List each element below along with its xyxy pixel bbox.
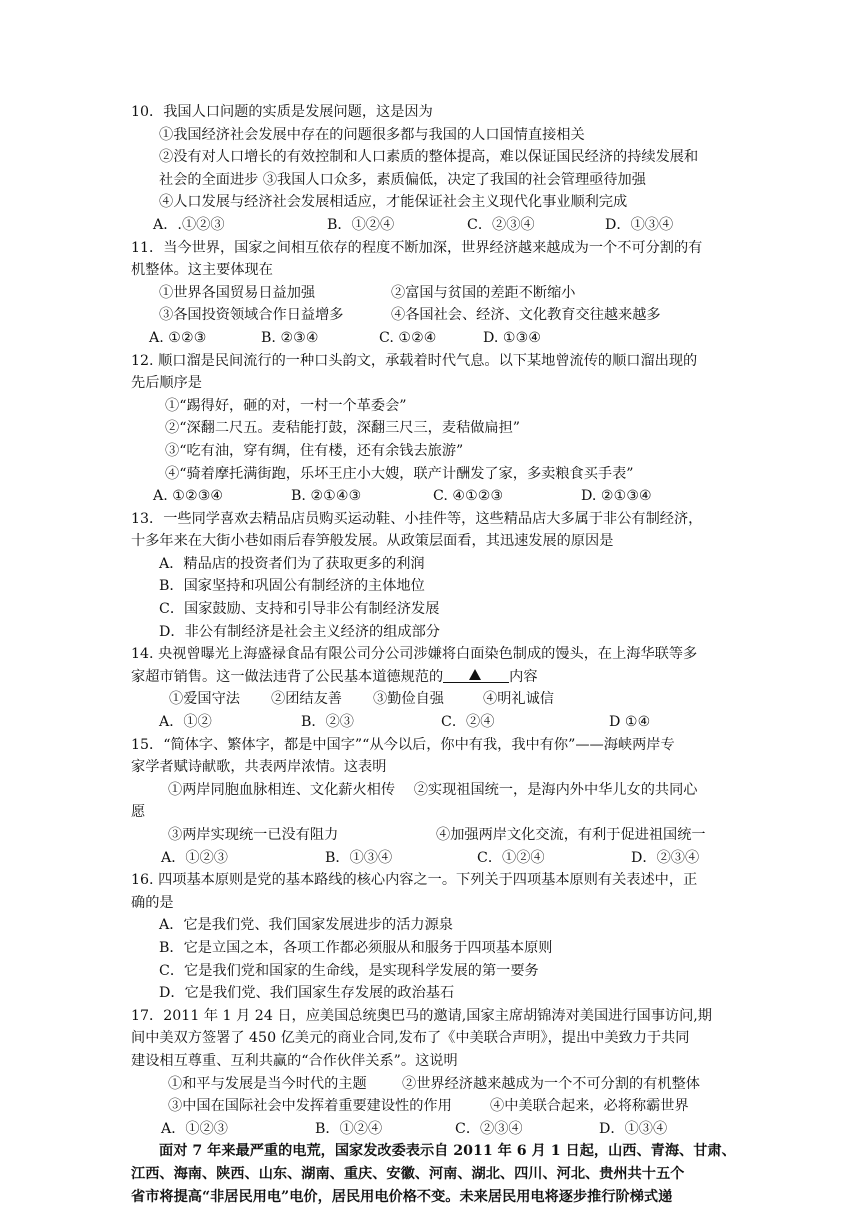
- statement: ①我国经济社会发展中存在的问题很多都与我国的人口国情直接相关: [159, 126, 585, 143]
- statement: ③各国投资领域合作日益增多: [159, 307, 344, 324]
- question-stem: 间中美双方签署了 450 亿美元的商业合同,发布了《中美联合声明》，提出中美致力于共同: [131, 1030, 690, 1047]
- statement: ④人口发展与经济社会发展相适应，才能保证社会主义现代化事业顺利完成: [159, 194, 628, 211]
- option-b: B．②③: [301, 714, 354, 731]
- material-line: 江西、海南、陕西、山东、湖南、重庆、安徽、河南、湖北、四川、河北、贵州共十五个: [131, 1165, 685, 1182]
- option-b: B．①②④: [315, 1120, 383, 1137]
- question-stem: 建设相互尊重、互利共赢的“合作伙伴关系”。这说明: [131, 1052, 458, 1069]
- material-paragraph: [131, 1140, 750, 1208]
- question-12: [131, 350, 750, 508]
- statement: ④加强两岸文化交流，有利于促进祖国统一: [436, 827, 706, 843]
- statements-row: [131, 304, 750, 327]
- question-stem: 十多年来在大街小巷如雨后春笋般发展。从政策层面看，其迅速发展的原因是: [131, 533, 614, 550]
- option-a: A．①②: [159, 714, 212, 731]
- statement-wrap: 愿: [131, 804, 146, 821]
- statement: ④各国社会、经济、文化教育交往越来越多: [391, 307, 661, 324]
- statements-row: [131, 824, 750, 847]
- option-a: A. ①②③④: [153, 488, 224, 505]
- statement: ②世界经济越来越成为一个不可分割的有机整体: [402, 1075, 700, 1092]
- option-b: B．它是立国之本，各项工作都必须服从和服务于四项基本原则: [159, 939, 553, 956]
- option-d: D．①③④: [599, 1120, 668, 1137]
- option-b: B. ②③④: [261, 329, 319, 346]
- question-14: [131, 643, 750, 733]
- question-stem: 10．我国人口问题的实质是发展问题，这是因为: [131, 104, 433, 120]
- statement: ①爱国守法: [169, 691, 240, 708]
- option-b: B．国家坚持和巩固公有制经济的主体地位: [159, 578, 425, 595]
- option-c: C. ④①②③: [433, 488, 504, 505]
- option-d: D．它是我们党、我们国家生存发展的政治基石: [159, 985, 455, 1002]
- statement: ①世界各国贸易日益加强: [159, 284, 316, 301]
- statement: ②团结友善: [271, 691, 342, 708]
- question-stem: 12. 顺口溜是民间流行的一种口头韵文，承载着时代气息。以下某地曾流传的顺口溜出现的: [131, 352, 698, 369]
- option-b: B．①③④: [325, 849, 393, 866]
- option-d: D．②③④: [631, 849, 700, 866]
- question-stem: 15．“简体字、繁体字，都是中国字”“从今以后，你中有我，我中有你”——海峡两岸专: [131, 736, 675, 753]
- question-stem: 家学者赋诗献歌，共表两岸浓情。这表明: [131, 759, 387, 776]
- option-a: A．精品店的投资者们为了获取更多的利润: [159, 555, 425, 572]
- statement: ①“踢得好，砸的对，一村一个革委会”: [165, 397, 407, 414]
- statement: ③中国在国际社会中发挥着重要建设性的作用: [168, 1098, 452, 1115]
- option-c: C．②③④: [467, 216, 535, 233]
- option-c: C．①②④: [477, 849, 545, 866]
- statement: ④明礼诚信: [483, 691, 554, 708]
- statement: ②“深翻二尺五。麦秸能打鼓，深翻三尺三，麦秸做扁担”: [165, 420, 521, 437]
- question-15: [131, 734, 750, 870]
- options-row: [131, 847, 750, 870]
- option-b: B．①②④: [327, 216, 395, 233]
- options-row: [131, 214, 750, 237]
- question-16: [131, 869, 750, 1005]
- option-c: C．它是我们党和国家的生命线，是实现科学发展的第一要务: [159, 962, 539, 979]
- question-stem: 11．当今世界，国家之间相互依存的程度不断加深，世界经济越来越成为一个不可分割的有: [131, 239, 703, 256]
- question-stem: 14. 央视曾曝光上海盛禄食品有限公司分公司涉嫌将白面染色制成的馒头，在上海华联等多: [131, 646, 698, 663]
- statement: ①两岸同胞血脉相连、文化薪火相传 ②实现祖国统一，是海内外中华儿女的共同心: [168, 781, 698, 798]
- statement: ③“吃有油，穿有绸，住有楼，还有余钱去旅游”: [165, 442, 464, 459]
- statements-row: [131, 688, 750, 711]
- material-line: 面对 7 年来最严重的电荒，国家发改委表示自 2011 年 6 月 1 日起，山西、青海、甘肃、: [159, 1143, 736, 1160]
- question-stem: 13．一些同学喜欢去精品店员购买运动鞋、小挂件等，这些精品店大多属于非公有制经济，: [131, 510, 703, 527]
- option-b: B. ②①④③: [291, 488, 362, 505]
- option-a: A．.①②③: [153, 216, 225, 233]
- statement: ③两岸实现统一已没有阻力: [168, 827, 339, 843]
- option-d: D ①④: [609, 714, 651, 731]
- question-stem-tail: 内容: [509, 668, 538, 685]
- options-row: [131, 485, 750, 508]
- triangle-icon: [469, 669, 481, 680]
- option-a: A．①②③: [161, 849, 228, 866]
- statement: ④中美联合起来，必将称霸世界: [490, 1098, 689, 1115]
- option-d: D. ①③④: [483, 329, 542, 346]
- option-a: A．它是我们党、我们国家发展进步的活力源泉: [159, 917, 453, 934]
- statement: ③勤俭自强: [373, 691, 444, 708]
- statements-row: [131, 282, 750, 305]
- question-11: [131, 237, 750, 350]
- option-c: C．②④: [441, 714, 495, 731]
- question-13: [131, 508, 750, 644]
- option-d: D．①③④: [605, 216, 674, 233]
- statement: ②没有对人口增长的有效控制和人口素质的整体提高，难以保证国民经济的持续发展和: [159, 149, 699, 166]
- question-stem: 先后顺序是: [131, 375, 202, 392]
- option-a: A．①②③: [161, 1120, 228, 1137]
- question-stem: 家超市销售。这一做法违背了公民基本道德规范的: [131, 668, 444, 685]
- question-stem: 确的是: [131, 894, 174, 911]
- question-stem: 机整体。这主要体现在: [131, 262, 273, 279]
- option-a: A. ①②③: [149, 329, 207, 346]
- question-17: [131, 1005, 750, 1141]
- option-d: D．非公有制经济是社会主义经济的组成部分: [159, 623, 440, 640]
- statement: ①和平与发展是当今时代的主题: [168, 1075, 367, 1092]
- option-c: C．国家鼓励、支持和引导非公有制经济发展: [159, 601, 440, 618]
- question-stem: 17．2011 年 1 月 24 日，应美国总统奥巴马的邀请,国家主席胡锦涛对美国进行国事访问,期: [131, 1007, 712, 1024]
- statement: 社会的全面进步 ③我国人口众多，素质偏低，决定了我国的社会管理亟待加强: [159, 171, 646, 188]
- statement: ②富国与贫国的差距不断缩小: [391, 284, 576, 301]
- option-c: C．②③④: [455, 1120, 523, 1137]
- question-stem: 16. 四项基本原则是党的基本路线的核心内容之一。下列关于四项基本原则有关表述中，正: [131, 872, 698, 889]
- material-line: 省市将提高“非居民用电”电价，居民用电价格不变。未来居民用电将逐步推行阶梯式递: [131, 1188, 673, 1205]
- statements-row: [131, 1073, 750, 1096]
- statements-row: [131, 1095, 750, 1118]
- question-stem-line: [131, 666, 750, 689]
- option-c: C. ①②④: [379, 329, 437, 346]
- options-row: [131, 1118, 750, 1141]
- answer-blank: [443, 666, 509, 683]
- options-row: [131, 327, 750, 350]
- options-row: [131, 711, 750, 734]
- question-10: [131, 101, 750, 237]
- option-d: D. ②①③④: [581, 488, 652, 505]
- statement: ④“骑着摩托满街跑，乐坏王庄小大嫂，联产计酬发了家，多卖粮食买手表”: [165, 465, 634, 482]
